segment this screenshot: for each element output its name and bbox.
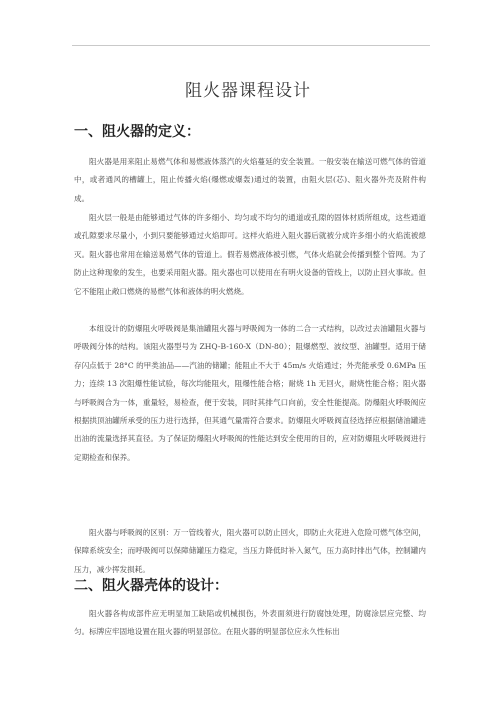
paragraph: 阻火器是用来阻止易燃气体和易燃液体蒸汽的火焰蔓延的安全装置。一般安装在输送可燃气体的管道中，或者通风的槽罐上，阻止传播火焰(爆燃或爆轰)通过的装置，由阻火层(芯)、阻火器外壳及附件构成。 — [74, 157, 426, 203]
section-heading-shell-design: 二、阻火器壳体的设计： — [74, 578, 228, 594]
section-heading-definition: 一、阻火器的定义： — [74, 124, 200, 140]
document-title: 阻火器课程设计 — [185, 81, 311, 101]
header-rule — [72, 45, 430, 46]
paragraph: 阻火器各构成部件应无明显加工缺陷或机械损伤，外表面须进行防腐蚀处理，防腐涂层应完整、均匀。标牌应牢固地设置在阻火器的明显部位。在阻火器的明显部位应永久性标出 — [74, 609, 426, 637]
paragraph: 阻火层一般是由能够通过气体的许多细小、均匀或不均匀的通道或孔隙的固体材质所组成，这些通道或孔隙要求尽量小，小到只要能够通过火焰即可。这样火焰进入阻火器后就被分成许多细小的火焰流被熄灭。阻火器也常用在输送易燃气体的管道上。假若易燃液体被引燃，气体火焰就会传播到整个管网。为了防止这种现象的发生，也要采用阻火器。阻火器也可以使用在有明火设备的管线上，以防止回火事故。但它不能阻止敞口燃烧的易燃气体和液体的明火燃烧。 — [74, 213, 426, 296]
paragraph: 本组设计的防爆阻火呼吸阀是集油罐阻火器与呼吸阀为一体的二合一式结构，以改过去油罐阻火器与呼吸阀分体的结构。该阻火器型号为 ZHQ-B-160-X（DN-80）；阻爆燃型、波纹型、油罐型。适用于储存闪点低于 28°C 的甲类油品——汽油的储罐；能阻止不大于 45m/s 火焰通过；外壳能承受 0.6MPa 压力；连续 13 次阻爆性能试验，每次均能阻火，阻爆性能合格；耐烧 1h 无回火，耐烧性能合格；阻火器与呼吸阀合为一体，重量轻，易检查，便于安装，同时其排气口向前，安全性能提高。防爆阻火呼吸阀应根据拱顶油罐所承受的压力进行选择，但其通气量需符合要求。防爆阻火呼吸阀直径选择应根据储油罐进出油的流量选择其直径。为了保证防爆阻火呼吸阀的性能达到安全使用的目的，应对防爆阻火呼吸阀进行定期检查和保养。 — [74, 324, 426, 462]
paragraph: 阻火器与呼吸阀的区别：万一管线着火，阻火器可以防止回火，即防止火花进入危险可燃气体空间，保障系统安全；而呼吸阀可以保障储罐压力稳定，当压力降低时补入氮气，压力高时排出气体，控制罐内压力，减少挥发损耗。 — [74, 528, 426, 574]
